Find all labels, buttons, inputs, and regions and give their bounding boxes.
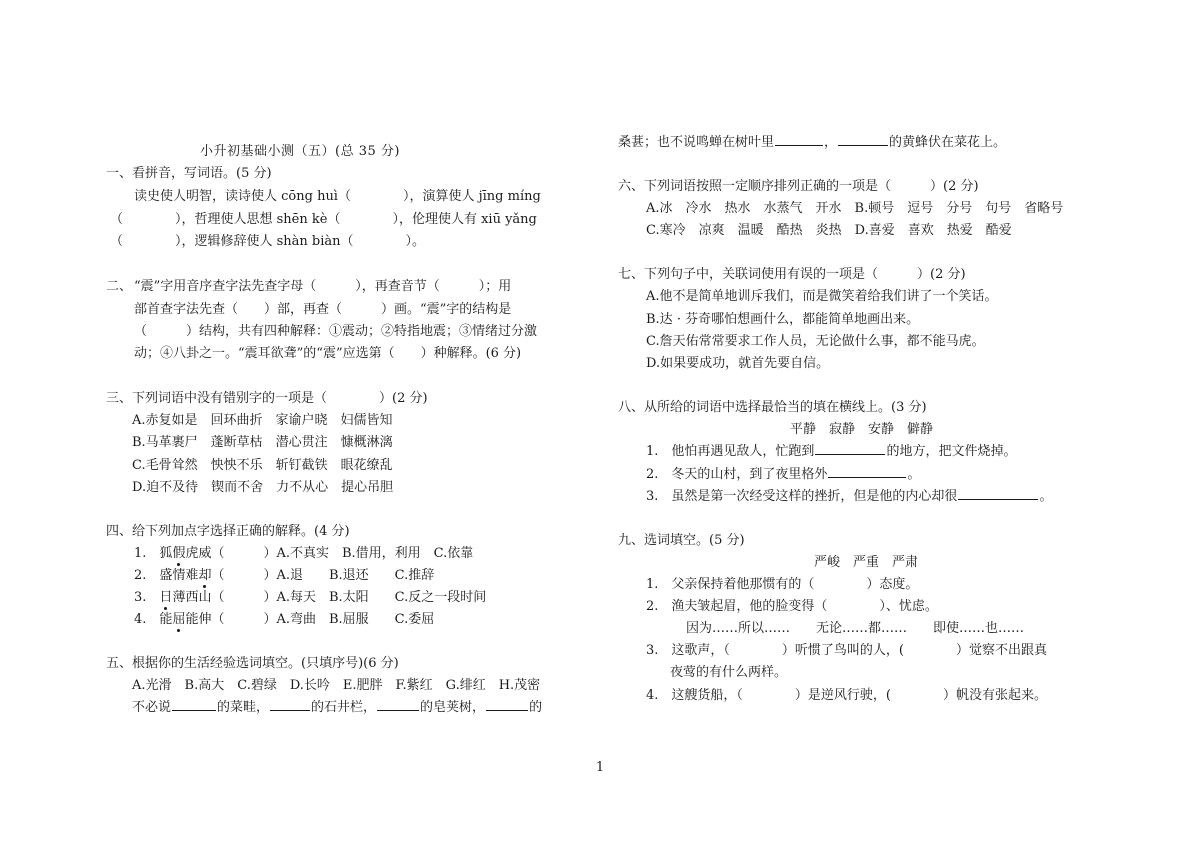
q9-item-continued: 夜莺的有什么两样。 (670, 665, 788, 680)
q1-line: 读史使人明智，读诗使人 cōng huì（ ），演算使人 jīng míng (134, 189, 541, 204)
q9-item-number: 4. (646, 688, 659, 703)
q9-item-number: 2. (646, 599, 659, 614)
q9-item-text: 父亲保持着他那惯有的（ ）态度。 (671, 577, 919, 592)
blank-line[interactable] (815, 442, 885, 455)
q2-number: 二、 (106, 279, 133, 294)
q5-text: 不必说 (132, 700, 172, 715)
q1-line: （ ），哲理使人思想 shēn kè（ ），伦理使人有 xiū yǎng (110, 212, 537, 227)
q6-heading: 六、下列词语按照一定顺序排列正确的一项是（ ）(2 分) (618, 179, 979, 194)
q7-option: C.詹天佑常常要求工作人员，无论做什么事，都不能马虎。 (646, 334, 985, 349)
page-title: 小升初基础小测（五）(总 35 分) (200, 144, 400, 159)
q4-item-number: 3. (134, 590, 147, 605)
q6-option: C.寒冷 凉爽 温暖 酷热 炎热 D.喜爱 喜欢 热爱 酷爱 (646, 223, 1012, 238)
q8-item-text: 虽然是第一次经受这样的挫折，但是他的内心却很 (671, 489, 958, 504)
q5-sentence (132, 698, 542, 718)
blank-line[interactable] (828, 465, 906, 478)
q8-item (646, 442, 1016, 462)
q4-item-text: 能伸（ ）A.弯曲 B.屈服 C.委屈 (185, 612, 435, 627)
q5-text: 桑葚；也不说鸣蝉在树叶里 (618, 135, 775, 150)
q9-item-text: 这歌声，（ ）听惯了鸟叫的人，( ）觉察不出跟真 (671, 643, 1047, 658)
page-number: 1 (595, 760, 605, 775)
dotted-character: 屈 (172, 612, 186, 627)
q8-item-text: 的地方，把文件烧掉。 (886, 444, 1017, 459)
q7-option: B.达 · 芬奇哪怕想画什么，都能简单地画出来。 (646, 312, 920, 327)
q9-item (646, 686, 1047, 706)
dotted-character: 日 (159, 590, 173, 605)
q3-option: C.毛骨耸然 怏怏不乐 斩钉截铁 眼花缭乱 (132, 458, 393, 473)
q5-sentence-continued (618, 133, 1006, 153)
q2-line: 动；④八卦之一。“震耳欲聋”的“震”应选第（ ）种解释。(6 分) (134, 346, 522, 361)
q4-item-number: 2. (134, 568, 147, 583)
q5-text: 的 (529, 700, 543, 715)
q5-text: 的皂荚树， (420, 700, 486, 715)
q4-item-text: 薄西山（ ）A.每天 B.太阳 C.反之一段时间 (172, 590, 487, 605)
q6-option: A.冰 冷水 热水 水蒸气 开水 B.顿号 逗号 分号 句号 省略号 (646, 201, 1064, 216)
q8-heading: 八、从所给的词语中选择最恰当的填在横线上。(3 分) (618, 400, 927, 415)
q5-heading: 五、根据你的生活经验选词填空。(只填序号)(6 分) (106, 656, 399, 671)
q8-item-number: 2. (646, 467, 659, 482)
q5-text: 的菜畦， (217, 700, 270, 715)
q1-line: （ ），逻辑修辞使人 shàn biàn（ ）。 (110, 234, 426, 249)
q8-item-number: 3. (646, 489, 659, 504)
q5-text: 的石井栏， (311, 700, 377, 715)
q9-item-text: 渔夫皱起眉，他的脸变得（ ）、忧虑。 (671, 599, 938, 614)
q8-item-text: 他怕再遇见敌人，忙跑到 (671, 444, 815, 459)
blank-line[interactable] (270, 698, 310, 711)
blank-line[interactable] (838, 133, 888, 146)
q4-item (134, 588, 486, 608)
q4-item (134, 566, 434, 586)
q8-item-text: 。 (1039, 489, 1053, 504)
q5-text: 的黄蜂伏在菜花上。 (889, 135, 1007, 150)
q9-word-bank: 严峻 严重 严肃 (814, 555, 919, 570)
q9-item-text: 这艘货船，（ ）是逆风行驶，( ）帆没有张起来。 (671, 688, 1047, 703)
blank-line[interactable] (775, 133, 823, 146)
q2-line: 部首查字法先查（ ）部，再查（ ）画。“震”字的结构是 (134, 302, 512, 317)
q2-line: （ ）结构，共有四种解释：①震动；②特指地震；③情绪过分激 (134, 324, 538, 339)
q3-option: D.迫不及待 锲而不舍 力不从心 提心吊胆 (132, 480, 394, 495)
q4-item (134, 610, 434, 630)
q9-item (646, 597, 938, 617)
q4-item-text: 虎威（ ）A.不真实 B.借用，利用 C.依靠 (185, 546, 474, 561)
q4-item-text: （ ）A.退 B.退还 C.推辞 (211, 568, 435, 583)
q8-word-bank: 平静 寂静 安静 僻静 (790, 422, 934, 437)
blank-line[interactable] (172, 698, 216, 711)
q3-heading: 三、下列词语中没有错别字的一项是（ ）(2 分) (106, 391, 428, 406)
q3-option: B.马革裹尸 蓬断草枯 潜心贯注 慷概淋漓 (132, 435, 393, 450)
q7-heading: 七、下列句子中，关联词使用有误的一项是（ ）(2 分) (618, 267, 966, 282)
q4-item-number: 4. (134, 612, 147, 627)
q9-item-number: 1. (646, 577, 659, 592)
q2-line: “震”字用音序查字法先查字母（ ），再查音节（ ）；用 (134, 279, 512, 294)
q4-item-text: 盛情难 (159, 568, 199, 583)
q8-item (646, 487, 1052, 507)
q9-item (646, 575, 918, 595)
dotted-character: 却 (198, 568, 212, 583)
q4-item (134, 544, 473, 564)
q3-option: A.赤复如是 回环曲折 家谕户晓 妇儒皆知 (132, 413, 393, 428)
q8-item-number: 1. (646, 444, 659, 459)
blank-line[interactable] (486, 698, 528, 711)
q8-item-text: 。 (907, 467, 921, 482)
q7-option: A.他不是简单地训斥我们，而是微笑着给我们讲了一个笑话。 (646, 289, 998, 304)
blank-line[interactable] (377, 698, 419, 711)
q9-conjunction-bank: 因为……所以…… 无论……都…… 即使……也…… (686, 621, 1025, 636)
dotted-character: 假 (172, 546, 186, 561)
blank-line[interactable] (958, 487, 1038, 500)
q9-item (646, 641, 1047, 661)
q9-item-number: 3. (646, 643, 659, 658)
q5-text: ， (824, 135, 838, 150)
q7-option: D.如果要成功，就首先要自信。 (646, 356, 830, 371)
q9-heading: 九、选词填空。(5 分) (618, 533, 745, 548)
q1-heading: 一、看拼音，写词语。(5 分) (106, 166, 272, 181)
q5-options: A.光滑 B.高大 C.碧绿 D.长吟 E.肥胖 F.紫红 G.绯红 H.茂密 (132, 678, 541, 693)
q4-item-number: 1. (134, 546, 147, 561)
q4-item-text: 狐 (159, 546, 173, 561)
q4-heading: 四、给下列加点字选择正确的解释。(4 分) (106, 524, 350, 539)
q8-item-text: 冬天的山村，到了夜里格外 (671, 467, 828, 482)
q4-item-text: 能 (159, 612, 173, 627)
q8-item (646, 465, 920, 485)
